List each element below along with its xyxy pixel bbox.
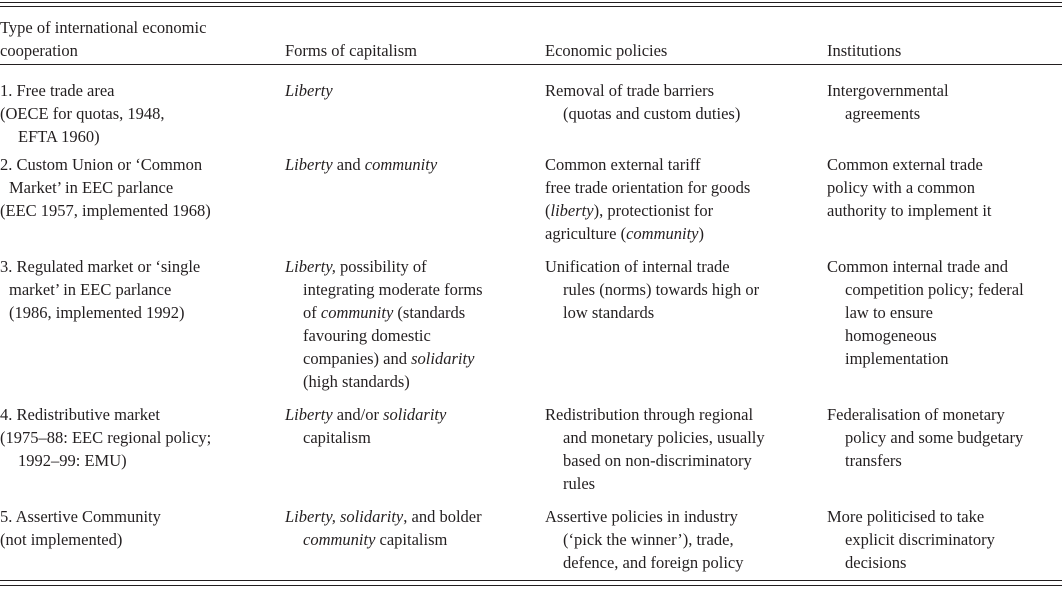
cell-line xyxy=(545,199,750,222)
cell-line xyxy=(285,370,483,393)
cell-line xyxy=(545,426,765,449)
cell-institutions xyxy=(827,153,992,222)
cell-line xyxy=(0,528,161,551)
text: market’ in EEC parlance xyxy=(9,280,172,299)
text: Common internal trade and xyxy=(827,257,1008,276)
italic-text: community xyxy=(364,155,438,174)
cell-line xyxy=(0,426,211,449)
text: rules (norms) towards high or xyxy=(563,280,760,299)
italic-text: community xyxy=(626,224,699,243)
cell-line xyxy=(0,102,165,125)
text: EFTA 1960) xyxy=(18,127,100,146)
cell-line xyxy=(0,301,200,324)
text: and xyxy=(332,155,365,174)
text: policy and some budgetary xyxy=(845,428,1024,447)
text: explicit discriminatory xyxy=(845,530,995,549)
column-header-cooperation-type xyxy=(0,6,206,62)
cell-line xyxy=(545,153,750,176)
cell-line xyxy=(285,79,333,102)
text: 2. Custom Union or ‘Common xyxy=(0,155,203,174)
header-line: Economic policies xyxy=(545,41,668,60)
text: based on non-discriminatory xyxy=(563,451,752,470)
italic-text: Liberty, solidarity xyxy=(285,507,404,526)
cell-line xyxy=(545,79,740,102)
column-header-institutions xyxy=(827,6,901,62)
italic-text: Liberty, xyxy=(285,257,336,276)
cell-line xyxy=(285,255,483,278)
text: , and bolder xyxy=(403,507,482,526)
header-line: cooperation xyxy=(0,41,78,60)
text: agreements xyxy=(845,104,921,123)
cell-line xyxy=(545,449,765,472)
italic-text: Liberty xyxy=(285,155,333,174)
text: defence, and foreign policy xyxy=(563,553,744,572)
text: Intergovernmental xyxy=(827,81,949,100)
column-header-economic-policies xyxy=(545,6,667,62)
header-line: Type of international economic xyxy=(0,18,207,37)
text: and/or xyxy=(332,405,384,424)
cell-line xyxy=(0,449,211,472)
text: policy with a common xyxy=(827,178,976,197)
cell-line xyxy=(285,324,483,347)
text: low standards xyxy=(563,303,655,322)
text: rules xyxy=(563,474,596,493)
cell-line xyxy=(285,278,483,301)
text: Redistribution through regional xyxy=(545,405,754,424)
cell-line xyxy=(285,347,483,370)
cell-line xyxy=(827,449,1023,472)
cell-line xyxy=(285,301,483,324)
cell-forms-of-capitalism xyxy=(285,153,437,176)
text: ( xyxy=(545,201,551,220)
text: 5. Assertive Community xyxy=(0,507,161,526)
italic-text: liberty xyxy=(550,201,594,220)
italic-text: Liberty xyxy=(285,405,333,424)
text: Common external tariff xyxy=(545,155,701,174)
cell-line xyxy=(285,403,446,426)
text: Common external trade xyxy=(827,155,983,174)
italic-text: community xyxy=(303,530,376,549)
cell-line xyxy=(545,403,765,426)
cell-institutions xyxy=(827,255,1024,370)
header-line: Forms of capitalism xyxy=(285,41,417,60)
cell-line xyxy=(285,153,437,176)
text: transfers xyxy=(845,451,902,470)
text: Unification of internal trade xyxy=(545,257,730,276)
text: Removal of trade barriers xyxy=(545,81,715,100)
cell-forms-of-capitalism xyxy=(285,505,482,551)
cell-line xyxy=(827,403,1023,426)
cell-line xyxy=(545,176,750,199)
text: ), protectionist for xyxy=(593,201,714,220)
cell-line xyxy=(827,347,1024,370)
cell-line xyxy=(827,176,992,199)
cell-line xyxy=(0,176,211,199)
italic-text: community xyxy=(320,303,394,322)
italic-text: solidarity xyxy=(383,405,447,424)
cell-line xyxy=(285,528,482,551)
cell-line xyxy=(0,505,161,528)
text: authority to implement it xyxy=(827,201,992,220)
cell-line xyxy=(545,505,744,528)
text: ) xyxy=(698,224,704,243)
text: of xyxy=(303,303,321,322)
text: integrating moderate forms xyxy=(303,280,483,299)
cell-line xyxy=(827,505,995,528)
cell-line xyxy=(545,301,759,324)
text: favouring domestic xyxy=(303,326,431,345)
cell-line xyxy=(0,278,200,301)
cell-line xyxy=(545,222,750,245)
text: possibility of xyxy=(335,257,427,276)
text: competition policy; federal xyxy=(845,280,1024,299)
cell-line xyxy=(545,551,744,574)
text: (1975–88: EEC regional policy; xyxy=(0,428,212,447)
cell-forms-of-capitalism xyxy=(285,403,446,449)
cell-institutions xyxy=(827,79,949,125)
cell-line xyxy=(0,255,200,278)
text: (high standards) xyxy=(303,372,410,391)
cell-cooperation-type xyxy=(0,403,211,472)
cell-line xyxy=(827,551,995,574)
cell-line xyxy=(827,79,949,102)
cell-economic-policies xyxy=(545,255,759,324)
text: homogeneous xyxy=(845,326,937,345)
cell-cooperation-type xyxy=(0,505,161,551)
header-line: Institutions xyxy=(827,41,902,60)
cell-economic-policies xyxy=(545,153,750,245)
text: 3. Regulated market or ‘single xyxy=(0,257,201,276)
text: 4. Redistributive market xyxy=(0,405,160,424)
cell-line xyxy=(827,528,995,551)
cell-line xyxy=(827,324,1024,347)
text: Assertive policies in industry xyxy=(545,507,738,526)
text: (EEC 1957, implemented 1968) xyxy=(0,201,211,220)
cell-line xyxy=(0,153,211,176)
cell-line xyxy=(827,426,1023,449)
text: agriculture ( xyxy=(545,224,627,243)
cell-line xyxy=(545,102,740,125)
top-rule-1 xyxy=(0,2,1062,3)
cell-economic-policies xyxy=(545,403,765,495)
bottom-rule-1 xyxy=(0,580,1062,581)
cell-line xyxy=(0,125,165,148)
text: (1986, implemented 1992) xyxy=(9,303,185,322)
text: companies) and xyxy=(303,349,412,368)
cell-line xyxy=(545,472,765,495)
text: (‘pick the winner’), trade, xyxy=(563,530,734,549)
cell-cooperation-type xyxy=(0,153,211,222)
text: 1. Free trade area xyxy=(0,81,115,100)
cell-line xyxy=(827,278,1024,301)
bottom-rule-2 xyxy=(0,585,1062,586)
text: More politicised to take xyxy=(827,507,985,526)
italic-text: Liberty xyxy=(285,81,333,100)
text: capitalism xyxy=(303,428,371,447)
header-rule xyxy=(0,64,1062,65)
cell-institutions xyxy=(827,403,1023,472)
cell-line xyxy=(0,199,211,222)
cell-line xyxy=(545,255,759,278)
italic-text: solidarity xyxy=(411,349,475,368)
text: (quotas and custom duties) xyxy=(563,104,741,123)
text: law to ensure xyxy=(845,303,933,322)
cell-line xyxy=(285,426,446,449)
cell-line xyxy=(827,255,1024,278)
column-header-forms-of-capitalism xyxy=(285,6,417,62)
cell-economic-policies xyxy=(545,505,744,574)
text: 1992–99: EMU) xyxy=(18,451,127,470)
cell-line xyxy=(545,278,759,301)
cell-institutions xyxy=(827,505,995,574)
text: free trade orientation for goods xyxy=(545,178,751,197)
cell-line xyxy=(545,528,744,551)
text: (standards xyxy=(393,303,466,322)
cell-forms-of-capitalism xyxy=(285,255,483,393)
text: capitalism xyxy=(375,530,448,549)
text: Federalisation of monetary xyxy=(827,405,1005,424)
text: and monetary policies, usually xyxy=(563,428,765,447)
cell-line xyxy=(285,505,482,528)
text: implementation xyxy=(845,349,949,368)
text: (not implemented) xyxy=(0,530,123,549)
cell-line xyxy=(827,199,992,222)
cell-line xyxy=(827,102,949,125)
cell-line xyxy=(0,79,165,102)
text: (OECE for quotas, 1948, xyxy=(0,104,165,123)
cell-cooperation-type xyxy=(0,79,165,148)
cell-line xyxy=(0,403,211,426)
cell-line xyxy=(827,301,1024,324)
cell-forms-of-capitalism xyxy=(285,79,333,102)
text: Market’ in EEC parlance xyxy=(9,178,174,197)
cell-line xyxy=(827,153,992,176)
cell-cooperation-type xyxy=(0,255,200,324)
text: decisions xyxy=(845,553,907,572)
cell-economic-policies xyxy=(545,79,740,125)
